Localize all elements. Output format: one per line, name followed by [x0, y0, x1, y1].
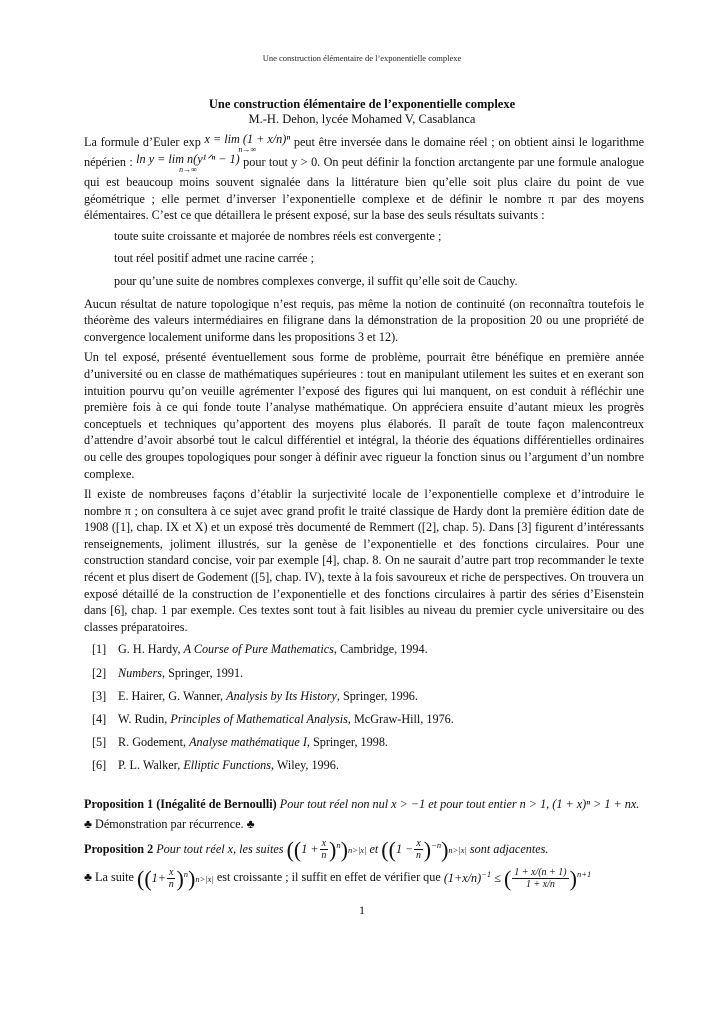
- reference-number: [5]: [92, 734, 107, 749]
- reference-item: [84, 757, 644, 774]
- euler-formula: x = lim (1 + x/n)ⁿ: [204, 132, 291, 146]
- sequence-plus: ((1 + $\frac{x}{n}$ )$^n$)n>|x|: [286, 836, 367, 862]
- club-symbol: ♣: [84, 870, 92, 885]
- reference-item: [84, 641, 644, 658]
- page-number: 1: [359, 903, 365, 917]
- paragraph-pedagogy: Un tel exposé, présenté éventuellement sous forme de problème, pourrait être bénéfique en première année d’université ou en classe de mathématiques supérieures : tout en manipulant utilement les suites et en exerant son intuition pourvu qu’on veuille agrémenter l’exposé des figures qui lui manquent, on est conduit à réfléchir une première fois à ce qui fonde toute l’analyse mathématique. On appréciera ensuite d’autant mieux les progrès conceptuels et techniques qu’apportent des moyens plus élaborés. Il paraît de toute façon malencontreux d’attendre d’avoir absorbé tout le calcul différentiel et intégral, la théorie des équations différentielles ordinaires ou celle des groupes topologiques pour songer à définir avec rigueur la fonction sinus ou l’argument d’un nombre complexe.: [84, 350, 644, 481]
- body-text: [84, 134, 644, 894]
- reference-title: Analysis by Its History: [226, 688, 337, 703]
- reference-author: W. Rudin,: [118, 711, 171, 726]
- assumption-list: [84, 228, 644, 290]
- reference-publisher: , Springer, 1996.: [336, 688, 418, 703]
- increasing-sequence: ((1+ $\frac{x}{n}$ )$^n$)n>|x|: [137, 865, 214, 891]
- reference-item: [84, 665, 644, 682]
- proof-2-text-a: La suite: [95, 870, 134, 885]
- intro-text-b: peut être inversée dans le domaine réel ; on obtient ainsi le logarithme népérien :: [84, 135, 645, 169]
- reference-publisher: , Springer, 1998.: [306, 734, 388, 749]
- reference-title: Numbers: [118, 665, 163, 680]
- reference-number: [1]: [92, 642, 107, 657]
- reference-item: [84, 711, 644, 728]
- reference-title: Elliptic Functions: [183, 757, 271, 772]
- reference-author: P. L. Walker,: [118, 757, 184, 772]
- reference-publisher: , Springer, 1991.: [162, 665, 244, 680]
- euler-limit-subscript: n→∞: [238, 145, 257, 154]
- reference-number: [2]: [92, 665, 107, 680]
- reference-item: [84, 734, 644, 751]
- log-limit: [136, 154, 240, 174]
- intro-text-a: La formule d’Euler exp: [84, 135, 205, 149]
- paragraph-topology: Aucun résultat de nature topologique n’est requis, pas même la notion de continuité (on reconnaîtra toutefois le théorème des valeurs intermédiaires en filigrane dans la démonstration de la proposition 20 ou une propriété de convergence localement uniforme dans les propositions 3 et 12).: [84, 296, 644, 344]
- sequence-minus: ((1 − $\frac{x}{n}$ )$^{-n}$)n>|x|: [381, 836, 467, 862]
- proposition-2-statement-b: sont adjacentes.: [469, 841, 549, 856]
- title-block: [0, 97, 724, 127]
- proposition-2-statement-a: Pour tout réel x, les suites: [156, 841, 284, 856]
- bernoulli-formula: (1 + x)ⁿ > 1 + nx.: [552, 796, 640, 811]
- reference-publisher: , Wiley, 1996.: [271, 757, 339, 772]
- proof-2-text-b: est croissante ; il suffit en effet de vérifier que: [216, 870, 441, 885]
- proposition-1-label: Proposition 1 (Inégalité de Bernoulli): [84, 796, 277, 811]
- reference-title: Principles of Mathematical Analysis: [170, 711, 348, 726]
- proof-1: ♣ Démonstration par récurrence. ♣: [84, 817, 255, 832]
- reference-author: E. Hairer, G. Wanner,: [118, 688, 227, 703]
- reference-number: [3]: [92, 688, 107, 703]
- reference-list: [84, 641, 644, 773]
- reference-title: Analyse mathématique I: [189, 734, 307, 749]
- log-formula: ln y = lim n(y¹ᐟⁿ − 1): [136, 152, 240, 166]
- paragraph-literature: Il existe de nombreuses façons d’établir la surjectivité locale de l’exponentielle complexe et d’introduire le nombre π ; on consultera à ce sujet avec grand profit le traité classique de Hardy dont la première édition date de 1908 ([1], chap. IX et X) et un exposé très documenté de Remmert ([2], chap. 5). Dans [3] figurent d’intéressants renseignements, joliment illustrés, sur la genèse de l’exponentielle et des fonctions circulaires. Pour une construction standard concise, voir par exemple [4], chap. 8. On ne saurait d’autre part trop recommander le texte récent et plus disert de Godement ([5], chap. IV), texte à la fois savoureux et riche de perspectives. On trouvera un exposé détaillé de la construction de l’exponentielle et des fonctions circulaires à partir des séries d’Eisenstein dans [6], chap. 1 par exemple. Ces textes sont tout à fait lisibles au niveau du premier cycle universitaire ou des classes préparatoires.: [84, 487, 644, 634]
- reference-publisher: , Cambridge, 1994.: [333, 642, 428, 657]
- author-line: M.-H. Dehon, lycée Mohamed V, Casablanca: [248, 112, 476, 126]
- running-head: Une construction élémentaire de l’exponentielle complexe: [262, 53, 462, 63]
- inequality: $(1+x/n)^{-1}$ ≤ ( $\frac{1 + x/(n + 1)}{1 + x/n}$ )$^{n+1}$: [443, 865, 592, 891]
- reference-number: [6]: [92, 757, 107, 772]
- log-limit-subscript: n→∞: [179, 165, 197, 174]
- assumption-item: toute suite croissante et majorée de nombres réels est convergente ;: [114, 228, 442, 243]
- euler-limit: [205, 134, 291, 154]
- proof-2: [84, 865, 644, 890]
- assumption-item: pour qu’une suite de nombres complexes converge, il suffit qu’elle soit de Cauchy.: [114, 273, 518, 288]
- reference-number: [4]: [92, 711, 107, 726]
- intro-text-c: pour tout y > 0. On peut définir la fonction arctangente par une formule analogue qui est beaucoup moins souvent signalée dans la littérature bien qu’elle soit plus claire du point de vue géométrique ; elle permet d’inverser l’exponentielle complexe et de définir le nombre π par des moyens élémentaires. C’est ce que détaillera le présent exposé, sur la base des seuls résultats suivants :: [84, 155, 645, 223]
- proposition-1-statement: Pour tout réel non nul x > −1 et pour tout entier n > 1,: [279, 796, 550, 811]
- reference-author: R. Godement,: [118, 734, 190, 749]
- paragraph-intro: [84, 134, 644, 224]
- assumption-item: tout réel positif admet une racine carrée ;: [114, 251, 314, 266]
- reference-author: G. H. Hardy,: [118, 642, 184, 657]
- reference-title: A Course of Pure Mathematics: [183, 642, 334, 657]
- proposition-2: [84, 837, 644, 862]
- reference-publisher: , McGraw-Hill, 1976.: [347, 711, 454, 726]
- proposition-2-and: et: [369, 841, 379, 856]
- proposition-2-label: Proposition 2: [84, 841, 154, 856]
- proposition-1: [84, 796, 644, 813]
- paper-title: Une construction élémentaire de l’exponentielle complexe: [208, 97, 516, 111]
- reference-item: [84, 688, 644, 705]
